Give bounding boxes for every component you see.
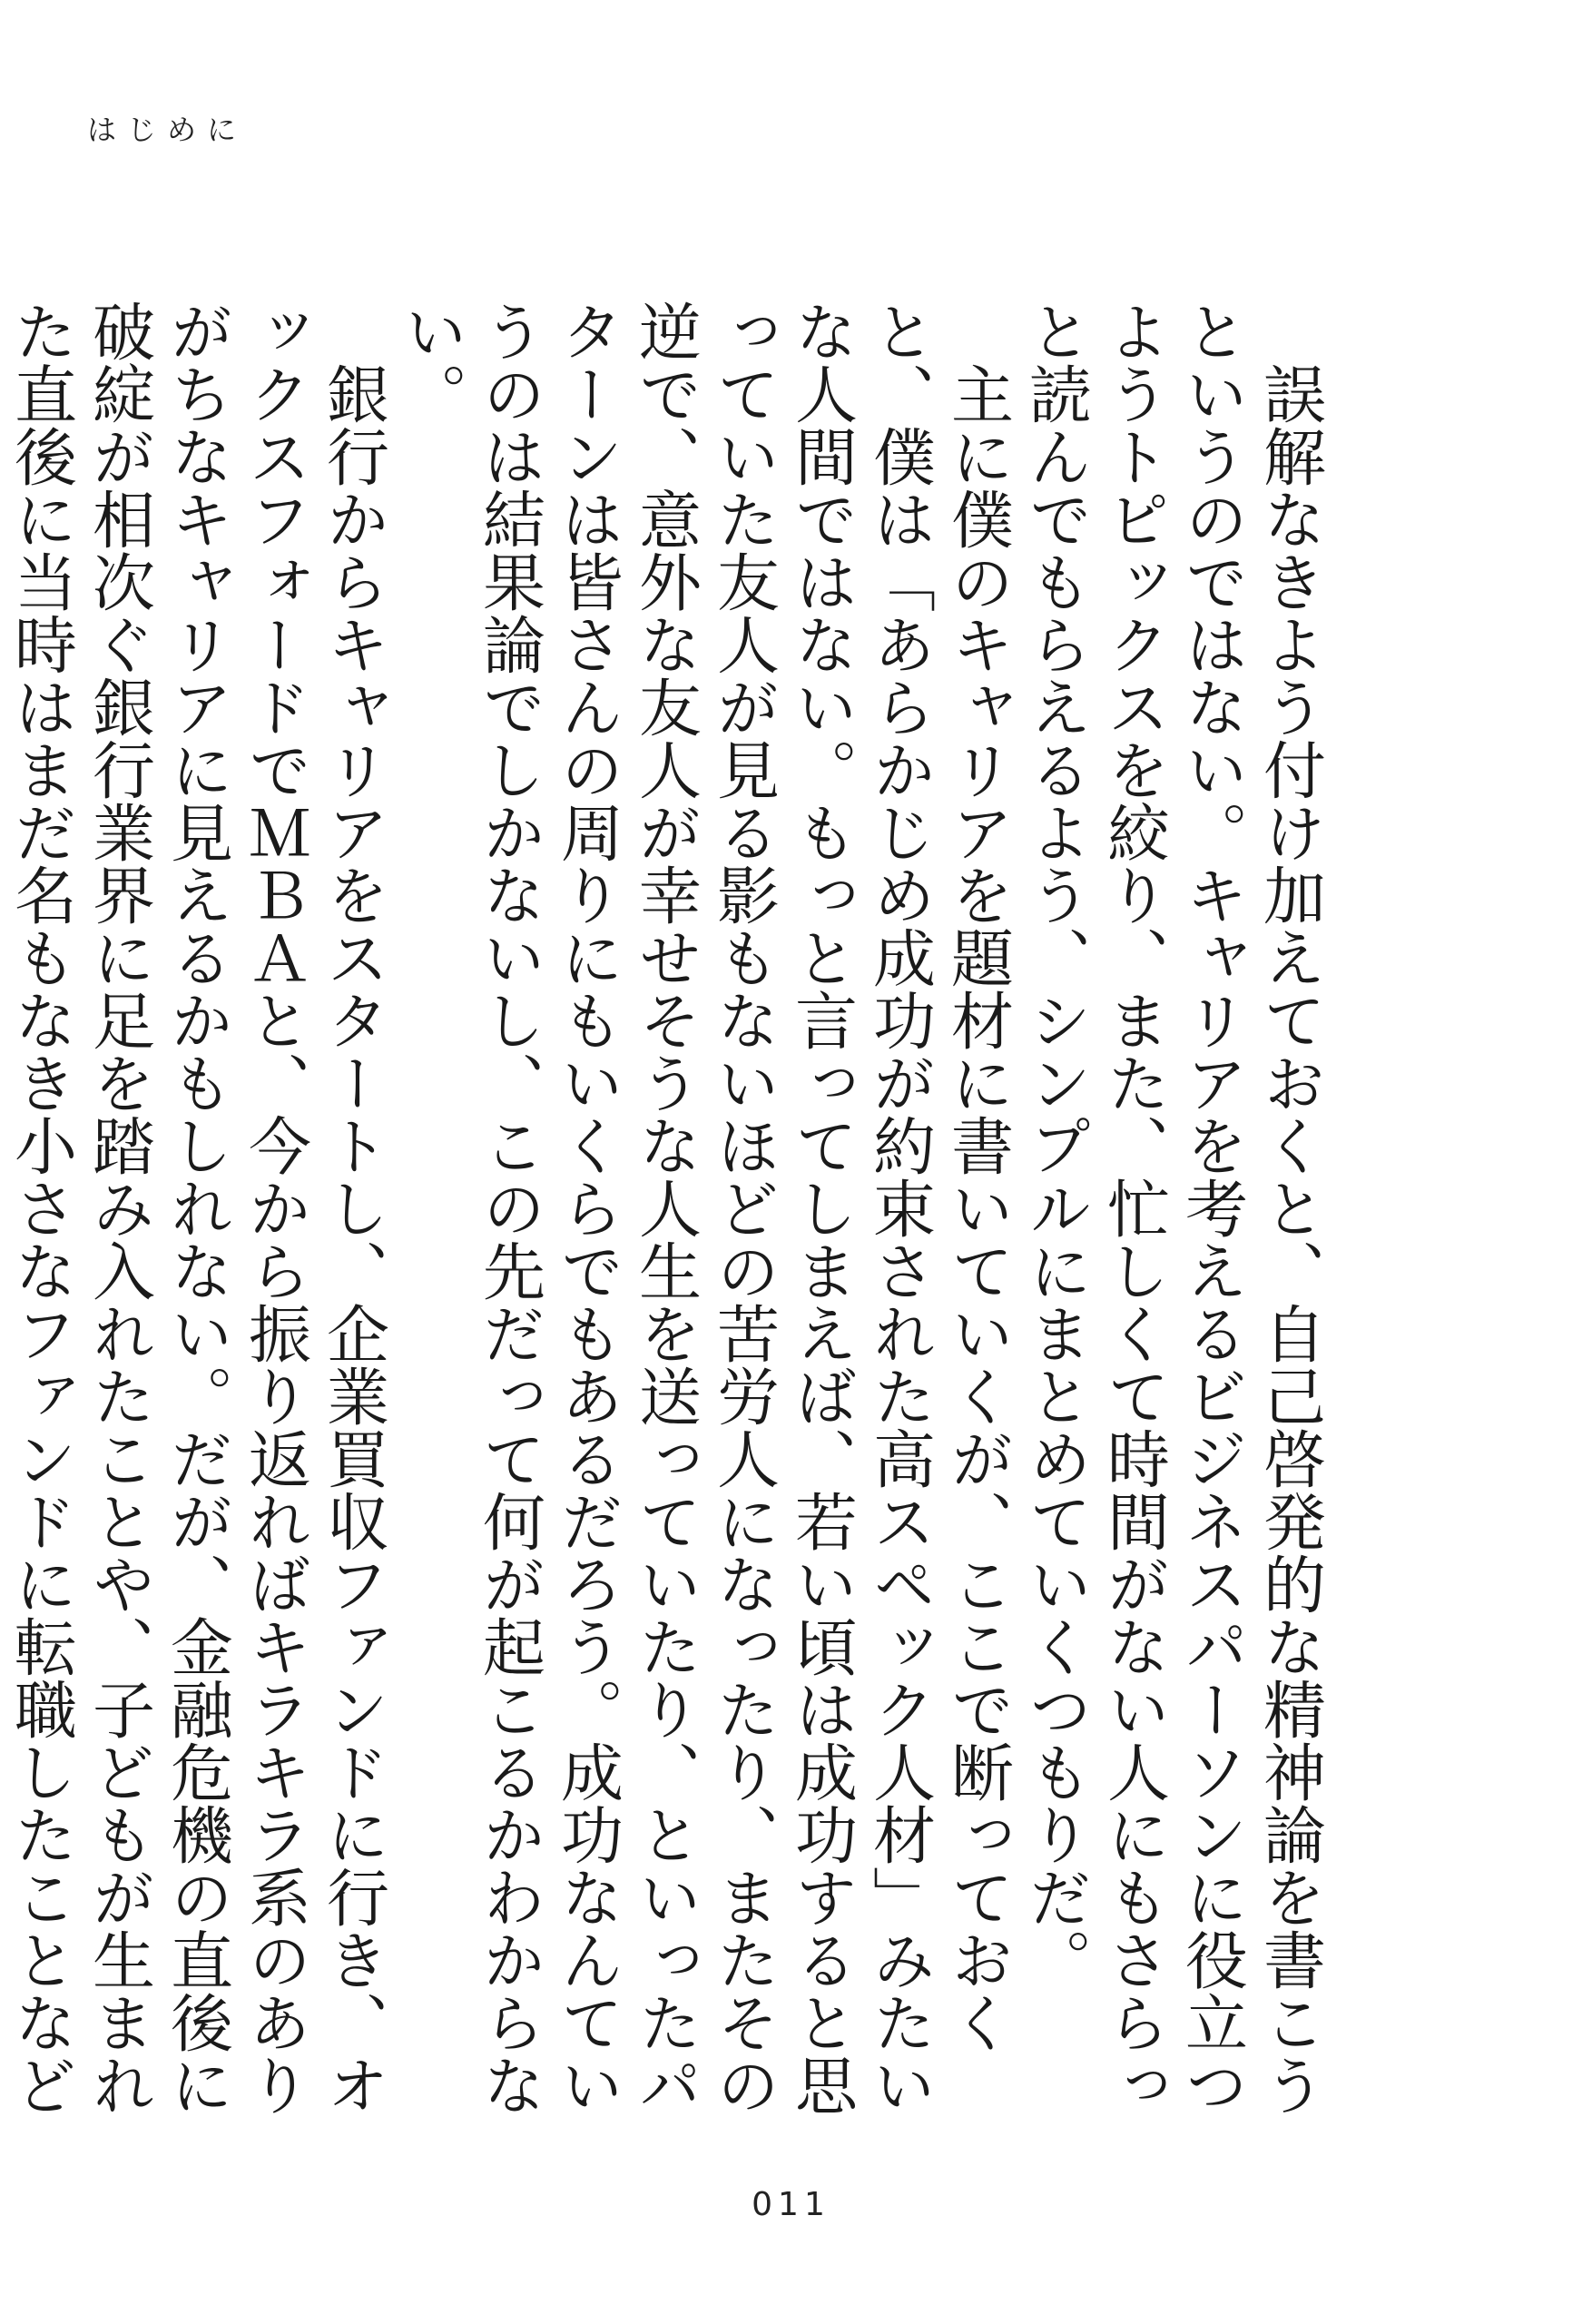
paragraph-1: 誤解なきよう付け加えておくと、自己啓発的な精神論を書こうというのではない。キャリアを考えるビジネスパーソンに役立つようトピックスを絞り、また、忙しくて時間がない人にもさらっと読んでもらえるよう、シンプルにまとめていくつもりだ。 (1018, 300, 1325, 2116)
paragraph-3: 銀行からキャリアをスタートし、企業買収ファンドに行き、オックスフォードでＭＢＡと、今から振り返ればキラキラ系のありがちなキャリアに見えるかもしれない。だが、金融危機の直後に破綻が相次ぐ銀行業界に足を踏み入れたことや、子どもが生まれた直後に当時はまだ名もなき小さなファンドに転職したことなど (4, 300, 388, 2116)
paragraph-2: 主に僕のキャリアを題材に書いていくが、ここで断っておくと、僕は「あらかじめ成功が約束された高スペック人材」みたいな人間ではない。もっと言ってしまえば、若い頃は成功すると思っていた友人が見る影もないほどの苦労人になったり、またその逆で、意外な友人が幸せそうな人生を送っていたり、といったパターンは皆さんの周りにもいくらでもあるだろう。成功なんていうのは結果論でしかないし、この先だって何が起こるかわからない。 (394, 300, 1013, 2116)
page-number: 011 (752, 2186, 830, 2223)
body-text (4, 300, 1328, 2170)
running-header: はじめに (87, 113, 248, 147)
